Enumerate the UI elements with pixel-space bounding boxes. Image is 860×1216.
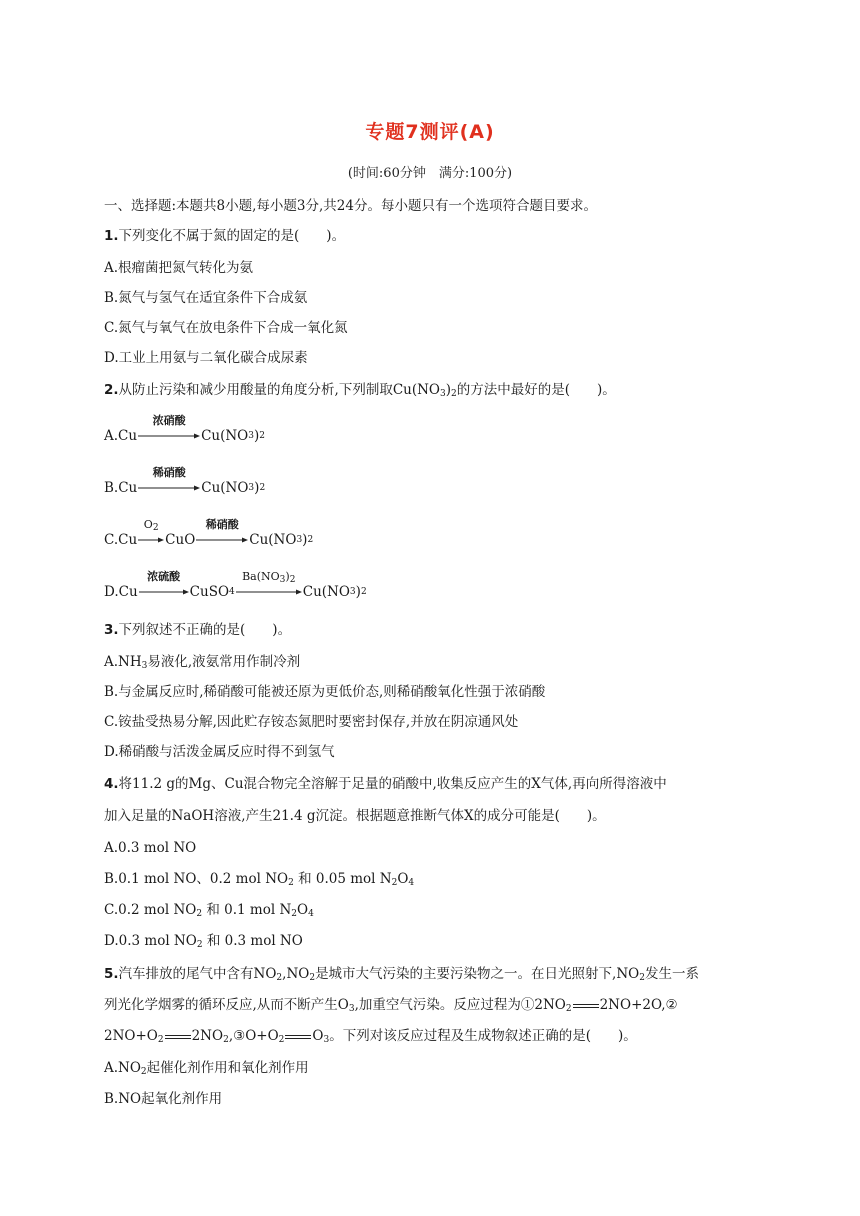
subscript: 2 (278, 1035, 285, 1045)
subscript: 4 (308, 909, 314, 919)
question-text: 列光化学烟雾的循环反应,从而不断产生O (104, 997, 349, 1013)
option-text: C.0.2 mol NO (104, 902, 197, 918)
subscript: 4 (408, 878, 415, 888)
reactant: C.Cu (104, 532, 138, 548)
q1-option-d: D.工业上用氨与二氧化碳合成尿素 (104, 350, 308, 366)
question-text: 。下列对该反应过程及生成物叙述正确的是( )。 (329, 1028, 637, 1044)
product: Cu(NO (302, 584, 350, 600)
subscript: 2 (196, 909, 203, 919)
subscript: 2 (289, 575, 296, 585)
reactant: B.Cu (104, 480, 138, 496)
option-text: 起催化剂作用和氧化剂作用 (146, 1060, 309, 1076)
reaction-arrow (236, 570, 302, 596)
question-1-stem (104, 226, 345, 246)
reaction-condition: 稀硝酸 (205, 518, 239, 531)
equals-sign-icon (165, 1034, 191, 1040)
q3-option-a (104, 652, 300, 672)
question-number: 3. (104, 622, 119, 638)
q3-option-b: B.与金属反应时,稀硝酸可能被还原为更低价态,则稀硝酸氧化性强于浓硝酸 (104, 684, 546, 700)
subscript: 2 (196, 940, 203, 950)
question-text: 2NO (191, 1028, 224, 1044)
reaction-condition: 浓硝酸 (152, 414, 186, 427)
q2-option-a: A.Cu 浓硝酸 Cu(NO 3 ) 2 (104, 414, 265, 444)
subscript: 3 (440, 389, 446, 399)
question-text: 汽车排放的尾气中含有NO (118, 966, 277, 982)
option-text: A.NH (104, 654, 142, 670)
reaction-condition: 浓硫酸 (147, 570, 181, 583)
reactant: A.Cu (104, 428, 138, 444)
q4-option-c (104, 900, 314, 920)
question-number: 4. (104, 776, 119, 792)
question-5-stem-line3 (104, 1026, 637, 1046)
option-text: 和 0.1 mol N (202, 902, 292, 918)
product: ) (355, 584, 361, 600)
reaction-condition (236, 571, 302, 583)
q1-option-c: C.氮气与氧气在放电条件下合成一氧化氮 (104, 320, 348, 336)
question-text: ,NO (282, 966, 310, 982)
subscript: 2 (223, 1035, 229, 1045)
q4-option-b (104, 869, 414, 889)
equals-sign-icon (285, 1034, 311, 1040)
arrow-icon (138, 432, 200, 440)
question-text: 将11.2 g的Mg、Cu混合物完全溶解于足量的硝酸中,收集反应产生的X气体,再向所得溶液中 (118, 776, 667, 792)
question-text: ,加重空气污染。反应过程为①2NO (354, 997, 566, 1013)
subscript: 2 (140, 1067, 147, 1077)
subscript: 2 (309, 973, 316, 983)
subscript: 2 (639, 973, 645, 983)
question-text: 下列叙述不正确的是( )。 (118, 622, 292, 638)
product: Cu(NO (201, 480, 249, 496)
product: Cu(NO (201, 428, 249, 444)
subscript: 3 (348, 1004, 355, 1014)
arrow-icon (236, 588, 302, 596)
question-text: O (312, 1028, 324, 1044)
question-text: 的方法中最好的是( )。 (456, 382, 616, 398)
question-text: 下列变化不属于氮的固定的是( )。 (118, 228, 346, 244)
q4-option-a: A.0.3 mol NO (104, 840, 197, 856)
equals-sign-icon (573, 1003, 599, 1009)
reaction-condition (138, 519, 164, 531)
question-2-stem (104, 380, 616, 400)
question-text: 从防止污染和减少用酸量的角度分析,下列制取Cu(NO (118, 382, 440, 398)
q5-option-b: B.NO起氧化剂作用 (104, 1091, 223, 1107)
subscript: 2 (276, 973, 283, 983)
option-text: O (297, 902, 309, 918)
arrow-icon (138, 536, 164, 544)
q2-option-c: C.Cu $O_2$ CuO 稀硝酸 Cu(NO 3 ) 2 (104, 518, 314, 548)
q1-option-a: A.根瘤菌把氮气转化为氨 (104, 260, 254, 276)
subscript: 3 (279, 575, 286, 585)
subscript: 3 (323, 1035, 330, 1045)
q3-option-d: D.稀硝酸与活泼金属反应时得不到氢气 (104, 744, 335, 760)
reactant: D.Cu (104, 584, 138, 600)
exam-meta: (时间:60分钟 满分:100分) (347, 166, 513, 181)
subscript: 2 (288, 878, 294, 888)
arrow-icon (196, 536, 248, 544)
arrow-icon (139, 588, 189, 596)
q4-option-d (104, 931, 303, 951)
subscript: 2 (152, 523, 159, 533)
subscript: 2 (451, 389, 457, 399)
q1-option-b: B.氮气与氢气在适宜条件下合成氨 (104, 290, 308, 306)
option-text: O (397, 871, 409, 887)
q3-option-c: C.铵盐受热易分解,因此贮存铵态氮肥时要密封保存,并放在阴凉通风处 (104, 714, 519, 730)
reaction-arrow (196, 518, 248, 544)
reaction-condition: 稀硝酸 (152, 466, 186, 479)
question-text: 2NO+2O,② (599, 997, 678, 1013)
option-text: 和 0.05 mol N (293, 871, 392, 887)
option-text: B.0.1 mol NO、0.2 mol NO (104, 871, 289, 887)
question-number: 1. (104, 228, 119, 244)
subscript: 2 (391, 878, 398, 888)
question-3-stem (104, 620, 291, 640)
question-5-stem-line2 (104, 995, 678, 1015)
subscript: 2 (565, 1004, 572, 1014)
question-text: 2NO+O (104, 1028, 158, 1044)
question-4-stem-line2: 加入足量的NaOH溶液,产生21.4 g沉淀。根据题意推断气体X的成分可能是( )。 (104, 808, 606, 824)
condition-text: Ba(NO (242, 570, 280, 583)
product: ) (253, 428, 260, 444)
subscript: 2 (291, 909, 297, 919)
page-title: 专题7测评(A) (365, 121, 495, 143)
option-text: 和 0.3 mol NO (202, 933, 303, 949)
intermediate: CuO (165, 532, 196, 548)
reaction-arrow (138, 518, 164, 544)
reaction-arrow (138, 466, 200, 492)
question-text: 发生一系 (644, 966, 699, 982)
option-text: D.0.3 mol NO (104, 933, 197, 949)
arrow-icon (138, 484, 200, 492)
product: ) (254, 480, 260, 496)
q2-option-b: B.Cu 稀硝酸 Cu(NO 3 ) 2 (104, 466, 266, 496)
question-number: 5. (104, 966, 119, 982)
reaction-arrow (138, 414, 200, 440)
product: ) (302, 532, 308, 548)
subscript: 3 (141, 661, 148, 671)
option-text: A.NO (104, 1060, 141, 1076)
question-text: ,③O+O (228, 1028, 279, 1044)
condition-text: ) (285, 570, 290, 583)
product: Cu(NO (249, 532, 297, 548)
intermediate: CuSO (189, 584, 230, 600)
condition-text: O (143, 518, 153, 531)
question-5-stem-line1 (104, 964, 699, 984)
reaction-arrow (139, 570, 189, 596)
subscript: 2 (157, 1035, 164, 1045)
q2-option-d: D.Cu 浓硫酸 CuSO 4 $Ba(NO_3)_2$ Cu(NO 3 ) 2 (104, 570, 367, 600)
question-number: 2. (104, 382, 119, 398)
question-text: 是城市大气污染的主要污染物之一。在日光照射下,NO (315, 966, 640, 982)
section-heading: 一、选择题:本题共8小题,每小题3分,共24分。每小题只有一个选项符合题目要求。 (104, 198, 597, 214)
question-text: ) (445, 382, 452, 398)
question-4-stem-line1 (104, 774, 667, 794)
q5-option-a (104, 1058, 309, 1078)
option-text: 易液化,液氨常用作制冷剂 (147, 654, 301, 670)
